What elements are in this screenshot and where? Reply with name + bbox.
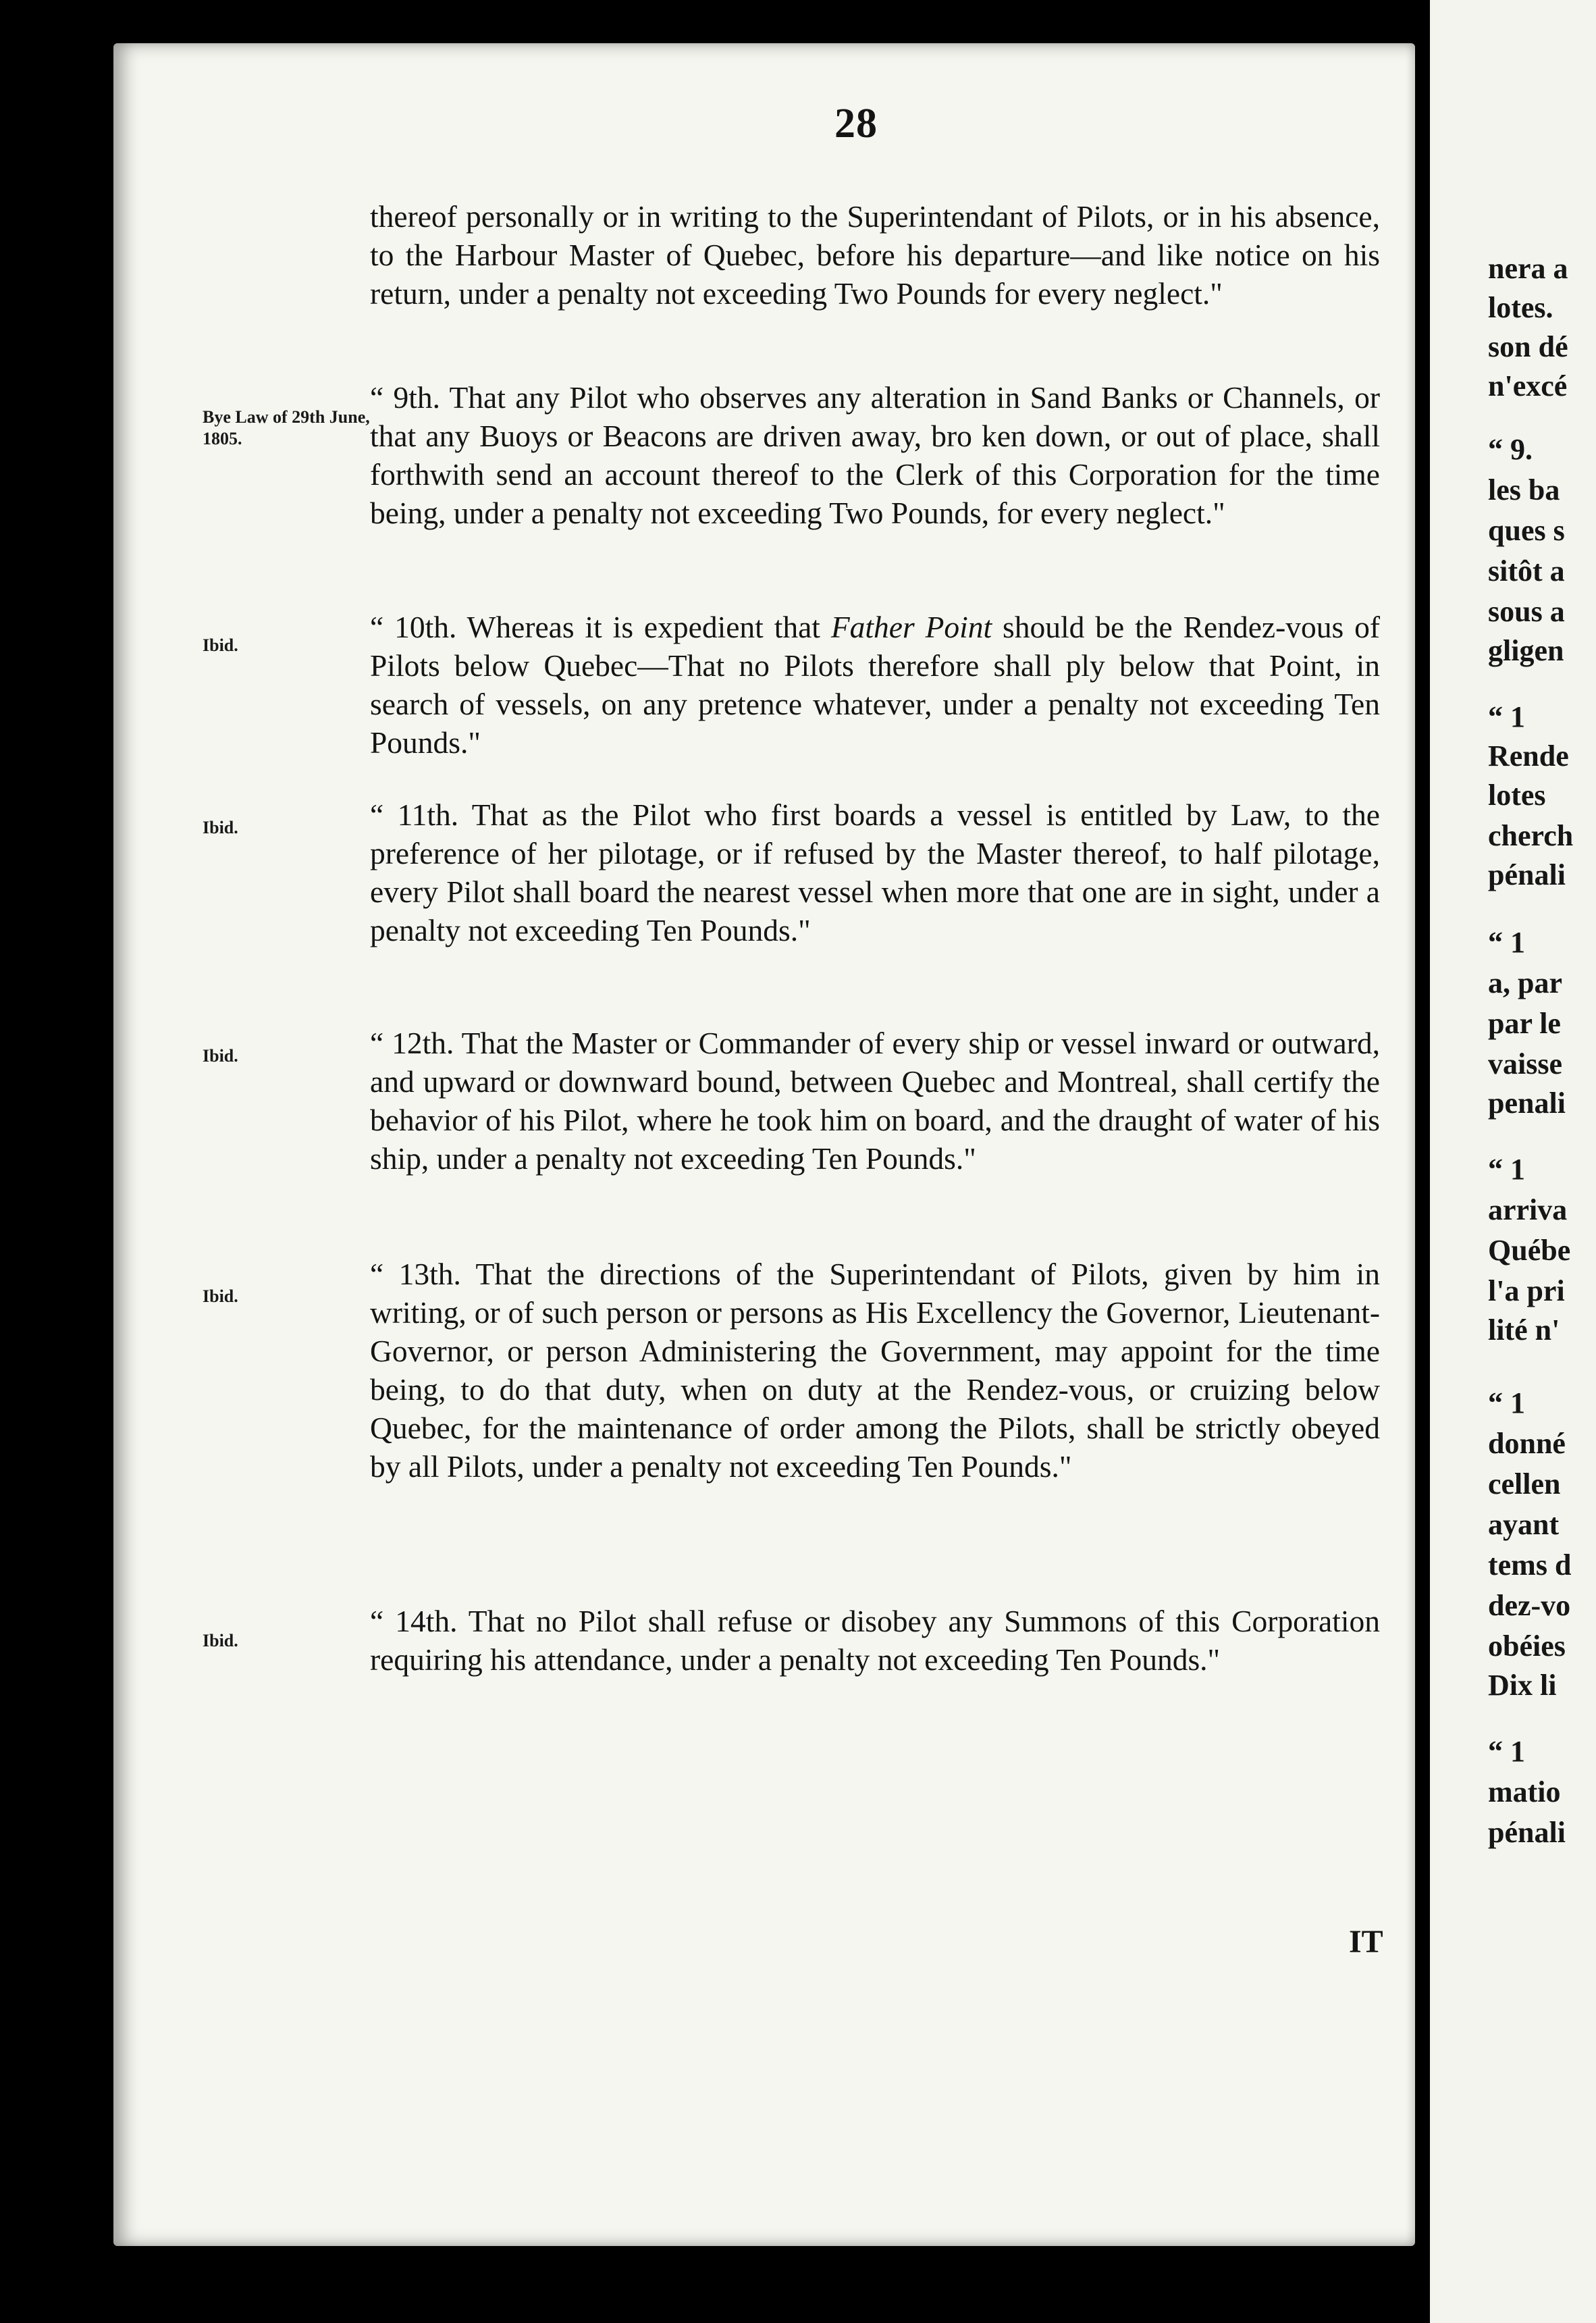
facing-line: l'a pri bbox=[1488, 1274, 1565, 1307]
facing-line: a, par bbox=[1488, 966, 1562, 999]
facing-line: nera a bbox=[1488, 252, 1568, 285]
facing-line: “ 1 bbox=[1488, 1153, 1525, 1186]
paragraph-10th-lead: “ 10th. Whereas it is expedient that bbox=[370, 610, 831, 644]
facing-line: matio bbox=[1488, 1775, 1561, 1808]
facing-line: ques s bbox=[1488, 514, 1565, 547]
facing-line: pénali bbox=[1488, 858, 1566, 891]
margin-note-ibid-12th: Ibid. bbox=[203, 1046, 238, 1066]
margin-note-ibid-10th: Ibid. bbox=[203, 635, 238, 655]
facing-line: arriva bbox=[1488, 1193, 1568, 1226]
paragraph-13th: “ 13th. That the directions of the Superintendant of Pilots, given by him in writing, or of such person or persons as His Excellency the Governor, Lieutenant-Governor, or person Administering the Government, may appoint for the time being, to do that duty, when on duty at the Rendez-vous, or cruizing below Quebec, for the maintenance of order among the Pilots, shall be strictly obeyed by all Pilots, under a penalty not exceeding Ten Pounds." bbox=[370, 1257, 1380, 1484]
facing-line: cherch bbox=[1488, 819, 1574, 852]
facing-line: lotes bbox=[1488, 779, 1546, 812]
margin-note-ibid-13th: Ibid. bbox=[203, 1286, 238, 1306]
facing-line: tems d bbox=[1488, 1548, 1572, 1582]
margin-note-ibid-14th: Ibid. bbox=[203, 1631, 238, 1650]
facing-line: vaisse bbox=[1488, 1047, 1562, 1080]
paragraph-12th: “ 12th. That the Master or Commander of every ship or vessel inward or outward, and upward or downward bound, between Quebec and Montreal, shall certify the behavior of his Pilot, where he took him on board, and the draught of water of his ship, under a penalty not exceeding Ten Pounds." bbox=[370, 1026, 1380, 1176]
facing-line: sitôt a bbox=[1488, 554, 1565, 588]
facing-line: Dix li bbox=[1488, 1669, 1557, 1702]
facing-line: par le bbox=[1488, 1007, 1561, 1040]
facing-line: cellen bbox=[1488, 1467, 1561, 1500]
facing-line: gligen bbox=[1488, 634, 1564, 667]
facing-line: “ 9. bbox=[1488, 433, 1533, 466]
facing-line: lité n' bbox=[1488, 1313, 1560, 1347]
paragraph-9th: “ 9th. That any Pilot who observes any alteration in Sand Banks or Channels, or that any Buoys or Beacons are driven away, bro ken down, or out of place, shall forthwith send an account thereof to the Clerk of this Corporation for the time being, under a penalty not exceeding Two Pounds, for every neglect." bbox=[370, 380, 1380, 530]
facing-line: “ 1 bbox=[1488, 926, 1525, 959]
facing-line: dez-vo bbox=[1488, 1589, 1571, 1622]
facing-line: donné bbox=[1488, 1427, 1566, 1460]
father-point-italic: Father Point bbox=[830, 610, 992, 644]
margin-note-bye-law: Bye Law of 29th June, 1805. bbox=[203, 407, 370, 448]
facing-line: Rende bbox=[1488, 739, 1569, 773]
facing-line: lotes. bbox=[1488, 291, 1553, 324]
facing-line: pénali bbox=[1488, 1816, 1566, 1849]
facing-line: obéies bbox=[1488, 1629, 1566, 1663]
facing-line: “ 1 bbox=[1488, 700, 1525, 733]
facing-line: “ 1 bbox=[1488, 1386, 1525, 1419]
facing-line: “ 1 bbox=[1488, 1735, 1525, 1768]
paragraph-10th bbox=[370, 608, 1380, 762]
facing-line: ayant bbox=[1488, 1508, 1560, 1541]
book-spine bbox=[1415, 0, 1430, 2323]
paragraph-11th: “ 11th. That as the Pilot who first boards a vessel is entitled by Law, to the preference of her pilotage, or if refused by the Master thereof, to half pilotage, every Pilot shall board the nearest vessel when more that one are in sight, under a penalty not exceeding Ten Pounds." bbox=[370, 798, 1380, 947]
paragraph-10th-rest: should be the Rendez-vous of Pilots below Quebec—That no Pilots therefore shall ply below that Point, in search of vessels, on any pretence whatever, under a penalty not exceeding Ten Pounds." bbox=[370, 610, 1380, 760]
paragraph-14th: “ 14th. That no Pilot shall refuse or disobey any Summons of this Corporation requiring his attendance, under a penalty not exceeding Ten Pounds." bbox=[370, 1604, 1380, 1677]
facing-line: sous a bbox=[1488, 595, 1565, 628]
facing-line: son dé bbox=[1488, 330, 1568, 363]
paragraph-intro: thereof personally or in writing to the Superintendant of Pilots, or in his absence, to the Harbour Master of Quebec, before his departure—and like notice on his return, under a penalty not exceeding Two Pounds for every neglect." bbox=[370, 199, 1380, 311]
facing-line: les ba bbox=[1488, 473, 1560, 506]
facing-line: penali bbox=[1488, 1087, 1566, 1120]
margin-note-ibid-11th: Ibid. bbox=[203, 818, 238, 837]
facing-line: Québe bbox=[1488, 1234, 1571, 1267]
page-number: 28 bbox=[834, 101, 878, 147]
facing-line: n'excé bbox=[1488, 369, 1568, 402]
catchword: IT bbox=[1349, 1924, 1383, 1960]
